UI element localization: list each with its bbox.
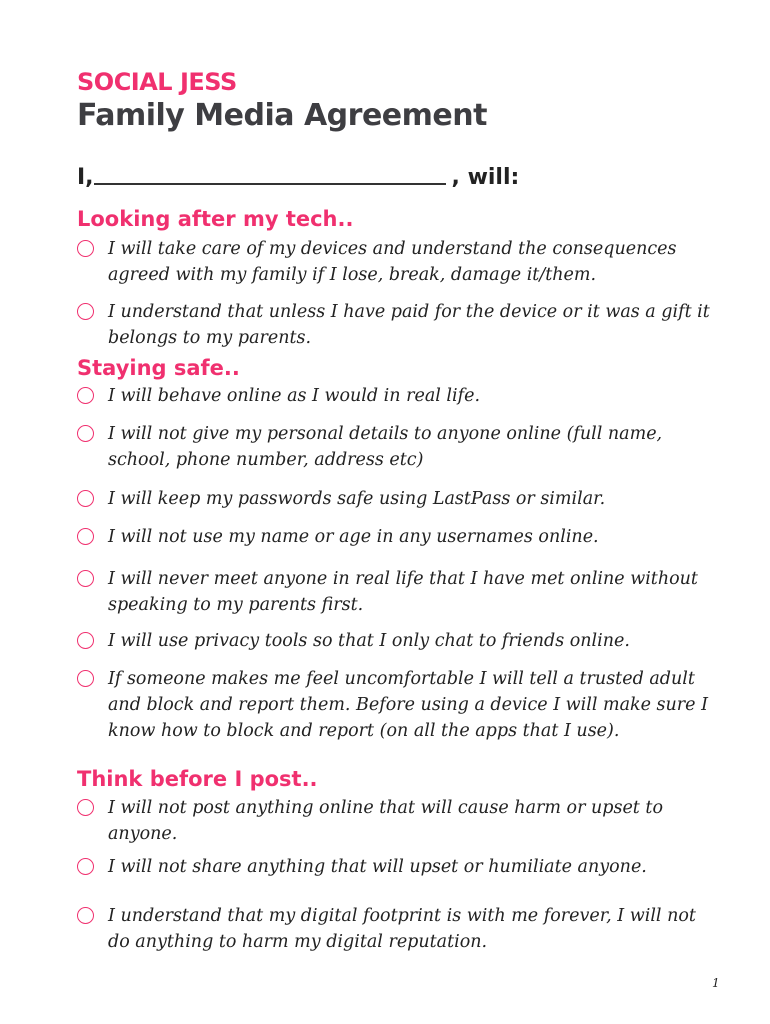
item-text: I will behave online as I would in real life. bbox=[108, 386, 481, 406]
item-text: I will never meet anyone in real life that I have met online without speaking to my parents first. bbox=[108, 569, 698, 615]
item-text: I will not use my name or age in any usernames online. bbox=[108, 527, 599, 547]
item-text: I will use privacy tools so that I only chat to friends online. bbox=[108, 631, 630, 651]
section-heading-tech: Looking after my tech.. bbox=[77, 207, 354, 231]
checkbox-circle[interactable] bbox=[77, 240, 94, 257]
checkbox-circle[interactable] bbox=[77, 387, 94, 404]
pledge-line bbox=[77, 156, 519, 190]
list-item bbox=[77, 486, 717, 512]
list-item bbox=[77, 628, 717, 654]
checkbox-circle[interactable] bbox=[77, 907, 94, 924]
list-item bbox=[77, 421, 717, 473]
pledge-suffix: , will: bbox=[451, 165, 520, 190]
list-item bbox=[77, 566, 717, 618]
list-item bbox=[77, 903, 717, 955]
checkbox-circle[interactable] bbox=[77, 303, 94, 320]
item-text: I will take care of my devices and understand the consequences agreed with my family if I lose, break, damage it/them. bbox=[108, 239, 677, 285]
checkbox-circle[interactable] bbox=[77, 490, 94, 507]
name-blank-field[interactable] bbox=[94, 161, 446, 185]
list-item bbox=[77, 524, 717, 550]
list-item bbox=[77, 666, 717, 744]
checkbox-circle[interactable] bbox=[77, 570, 94, 587]
checkbox-circle[interactable] bbox=[77, 799, 94, 816]
item-text: I will not share anything that will upset or humiliate anyone. bbox=[108, 857, 647, 877]
checkbox-circle[interactable] bbox=[77, 858, 94, 875]
item-text: I understand that my digital footprint is with me forever, I will not do anything to harm my digital reputation. bbox=[108, 906, 696, 952]
list-item bbox=[77, 795, 717, 847]
item-text: I will not give my personal details to anyone online (full name, school, phone number, address etc) bbox=[108, 424, 663, 470]
item-text: I will keep my passwords safe using LastPass or similar. bbox=[108, 489, 606, 509]
list-item bbox=[77, 236, 717, 288]
list-item bbox=[77, 854, 717, 880]
checkbox-circle[interactable] bbox=[77, 670, 94, 687]
section-heading-post: Think before I post.. bbox=[77, 767, 318, 791]
item-text: If someone makes me feel uncomfortable I will tell a trusted adult and block and report them. Before using a device I will make sure I know how to block and report (on all the apps that I use). bbox=[108, 669, 709, 741]
brand-name: SOCIAL JESS bbox=[77, 68, 237, 96]
list-item bbox=[77, 299, 717, 351]
checkbox-circle[interactable] bbox=[77, 528, 94, 545]
checkbox-circle[interactable] bbox=[77, 632, 94, 649]
section-heading-safe: Staying safe.. bbox=[77, 356, 240, 380]
checkbox-circle[interactable] bbox=[77, 425, 94, 442]
page-title: Family Media Agreement bbox=[77, 98, 487, 133]
item-text: I will not post anything online that will cause harm or upset to anyone. bbox=[108, 798, 663, 844]
list-item bbox=[77, 383, 717, 409]
page-number: 1 bbox=[712, 976, 720, 990]
pledge-prefix: I, bbox=[77, 165, 94, 190]
item-text: I understand that unless I have paid for the device or it was a gift it belongs to my parents. bbox=[108, 302, 710, 348]
